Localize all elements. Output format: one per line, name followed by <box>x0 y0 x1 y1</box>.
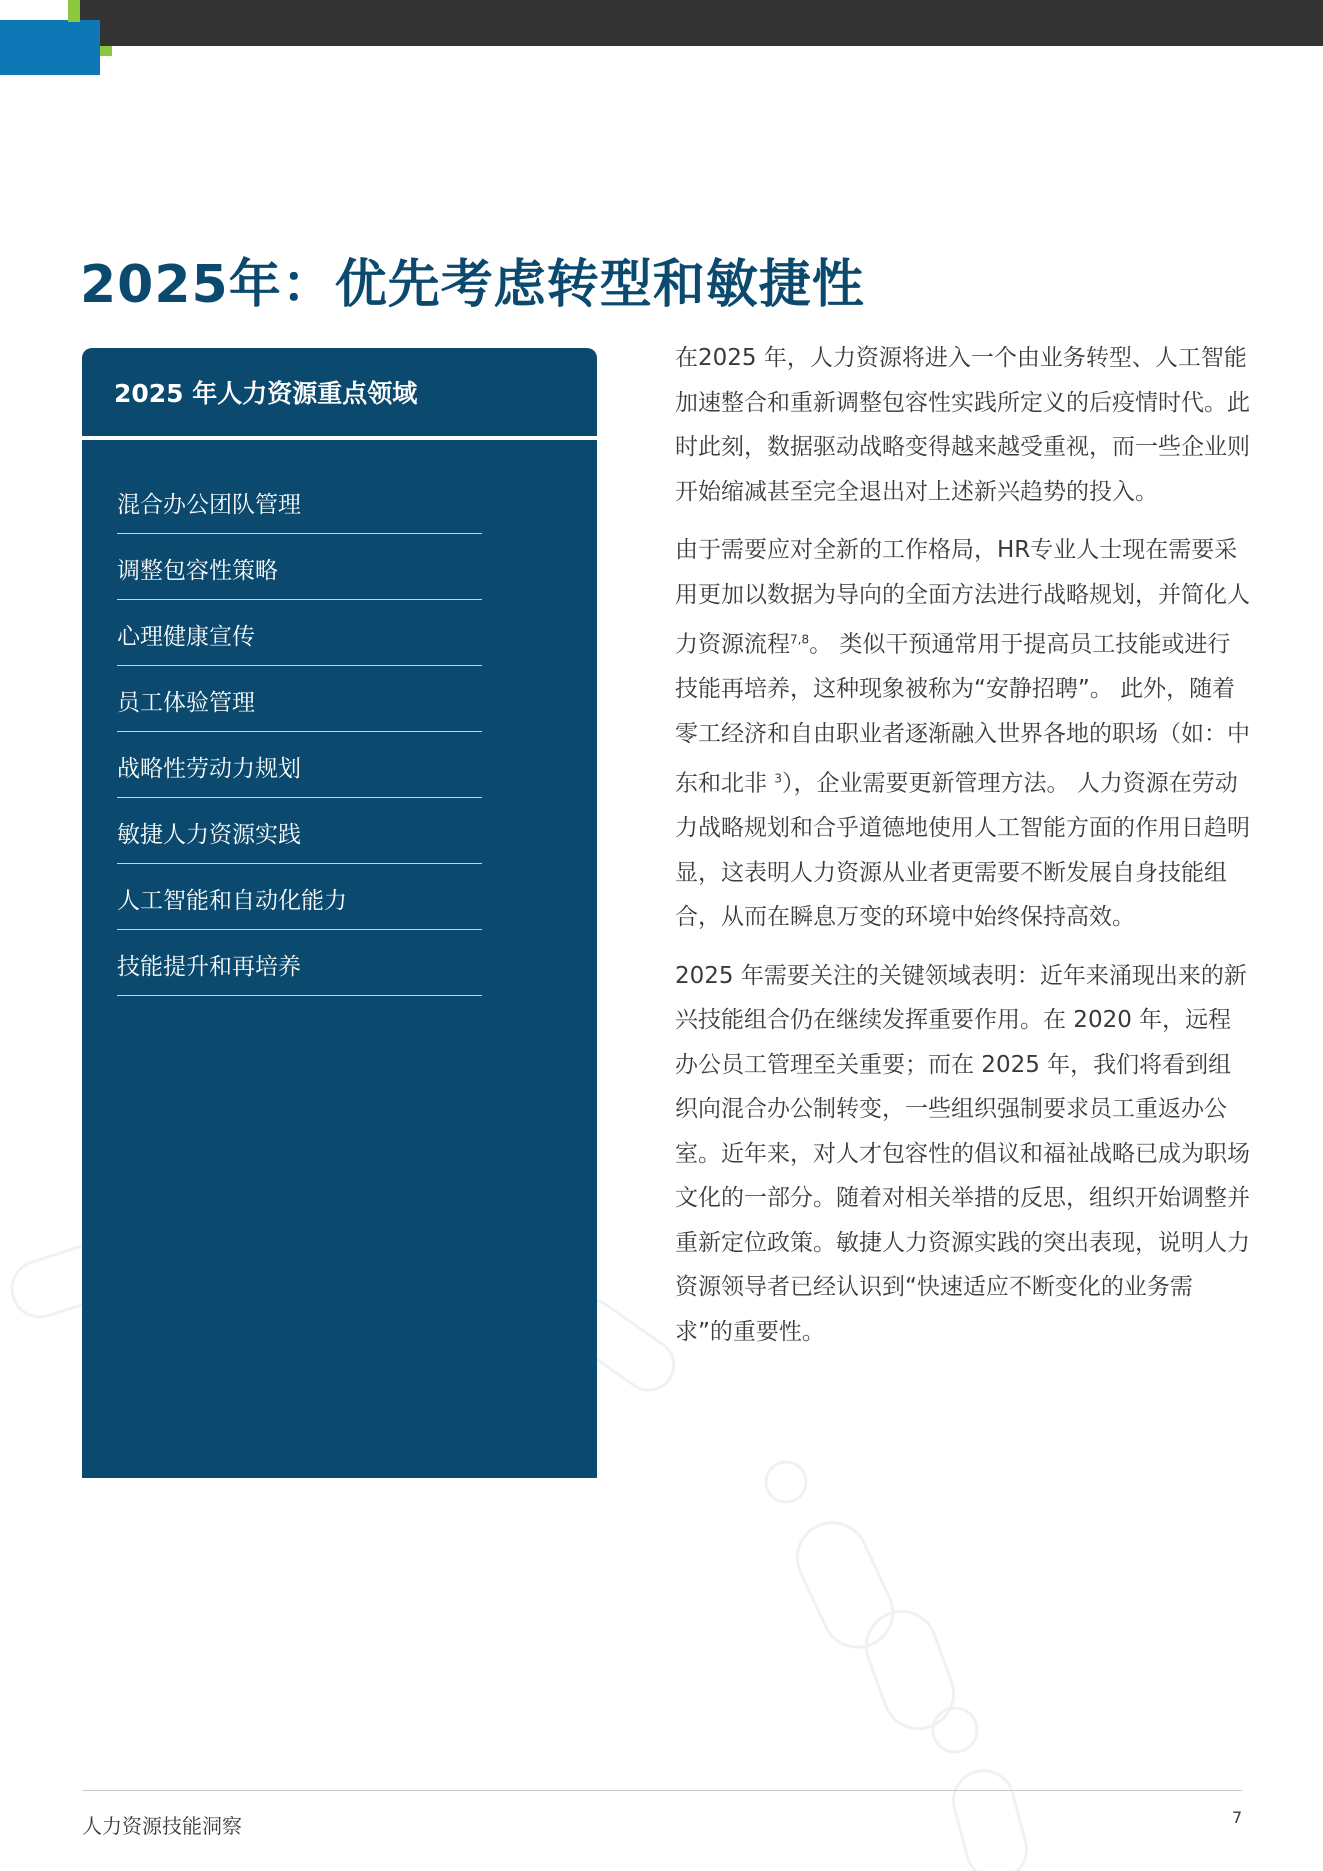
footer-title: 人力资源技能洞察 <box>82 1814 242 1838</box>
page-title: 2025年：优先考虑转型和敏捷性 <box>80 255 865 315</box>
citation-ref <box>790 632 809 658</box>
footer-divider <box>82 1790 1242 1791</box>
focus-areas-panel <box>82 348 597 1478</box>
focus-area-item: 敏捷人力资源实践 <box>117 798 482 864</box>
focus-area-item: 调整包容性策略 <box>117 534 482 600</box>
focus-areas-header <box>82 348 597 440</box>
focus-area-item: 战略性劳动力规划 <box>117 732 482 798</box>
focus-areas-title: 2025 年人力资源重点领域 <box>114 379 418 408</box>
focus-area-item: 心理健康宣传 <box>117 600 482 666</box>
citation-3: 3 <box>774 771 782 786</box>
paragraph-2 <box>675 528 1250 940</box>
brand-mark-green <box>68 0 80 22</box>
brand-mark-green-small <box>100 46 112 56</box>
focus-area-item: 人工智能和自动化能力 <box>117 864 482 930</box>
paragraph-1: 在2025 年，人力资源将进入一个由业务转型、人工智能加速整合和重新调整包容性实践所定义的后疫情时代。此时此刻，数据驱动战略变得越来越受重视，而一些企业则开始缩减甚至完全退出对上述新兴趋势的投入。 <box>675 345 1250 505</box>
body-text <box>675 336 1250 1368</box>
focus-area-item: 员工体验管理 <box>117 666 482 732</box>
header-bar <box>80 0 1323 46</box>
page-number: 7 <box>1232 1808 1243 1827</box>
citation-7-8: 7,8 <box>790 632 810 646</box>
focus-area-item: 技能提升和再培养 <box>117 930 482 996</box>
citation-ref <box>774 771 782 797</box>
focus-area-item: 混合办公团队管理 <box>117 468 482 534</box>
paragraph-2-part-a: 由于需要应对全新的工作格局，HR专业人士现在需要采用更加以数据为导向的全面方法进行战略规划，并简化人力资源流程 <box>675 537 1250 658</box>
paragraph-3: 2025 年需要关注的关键领域表明：近年来涌现出来的新兴技能组合仍在继续发挥重要作用。在 2020 年，远程办公员工管理至关重要；而在 2025 年，我们将看到组织向混合办公制转变，一些组织强制要求员工重返办公室。近年来，对人才包容性的倡议和福祉战略已成为职场文化的一部分。随着对相关举措的反思，组织开始调整并重新定位政策。敏捷人力资源实践的突出表现，说明人力资源领导者已经认识到“快速适应不断变化的业务需求”的重要性。 <box>675 962 1250 1345</box>
brand-mark-blue <box>0 20 100 75</box>
paragraph-2-part-b: 。 类似干预通常用于提高员工技能或进行技能再培养，这种现象被称为“安静招聘”。 此外，随着零工经济和自由职业者逐渐融入世界各地的职场（如：中东和北非 <box>675 631 1250 797</box>
paragraph-2-part-c: ），企业需要更新管理方法。 人力资源在劳动力战略规划和合乎道德地使用人工智能方面的作用日趋明显，这表明人力资源从业者更需要不断发展自身技能组合，从而在瞬息万变的环境中始终保持高效。 <box>675 770 1250 931</box>
focus-areas-list <box>117 468 482 996</box>
